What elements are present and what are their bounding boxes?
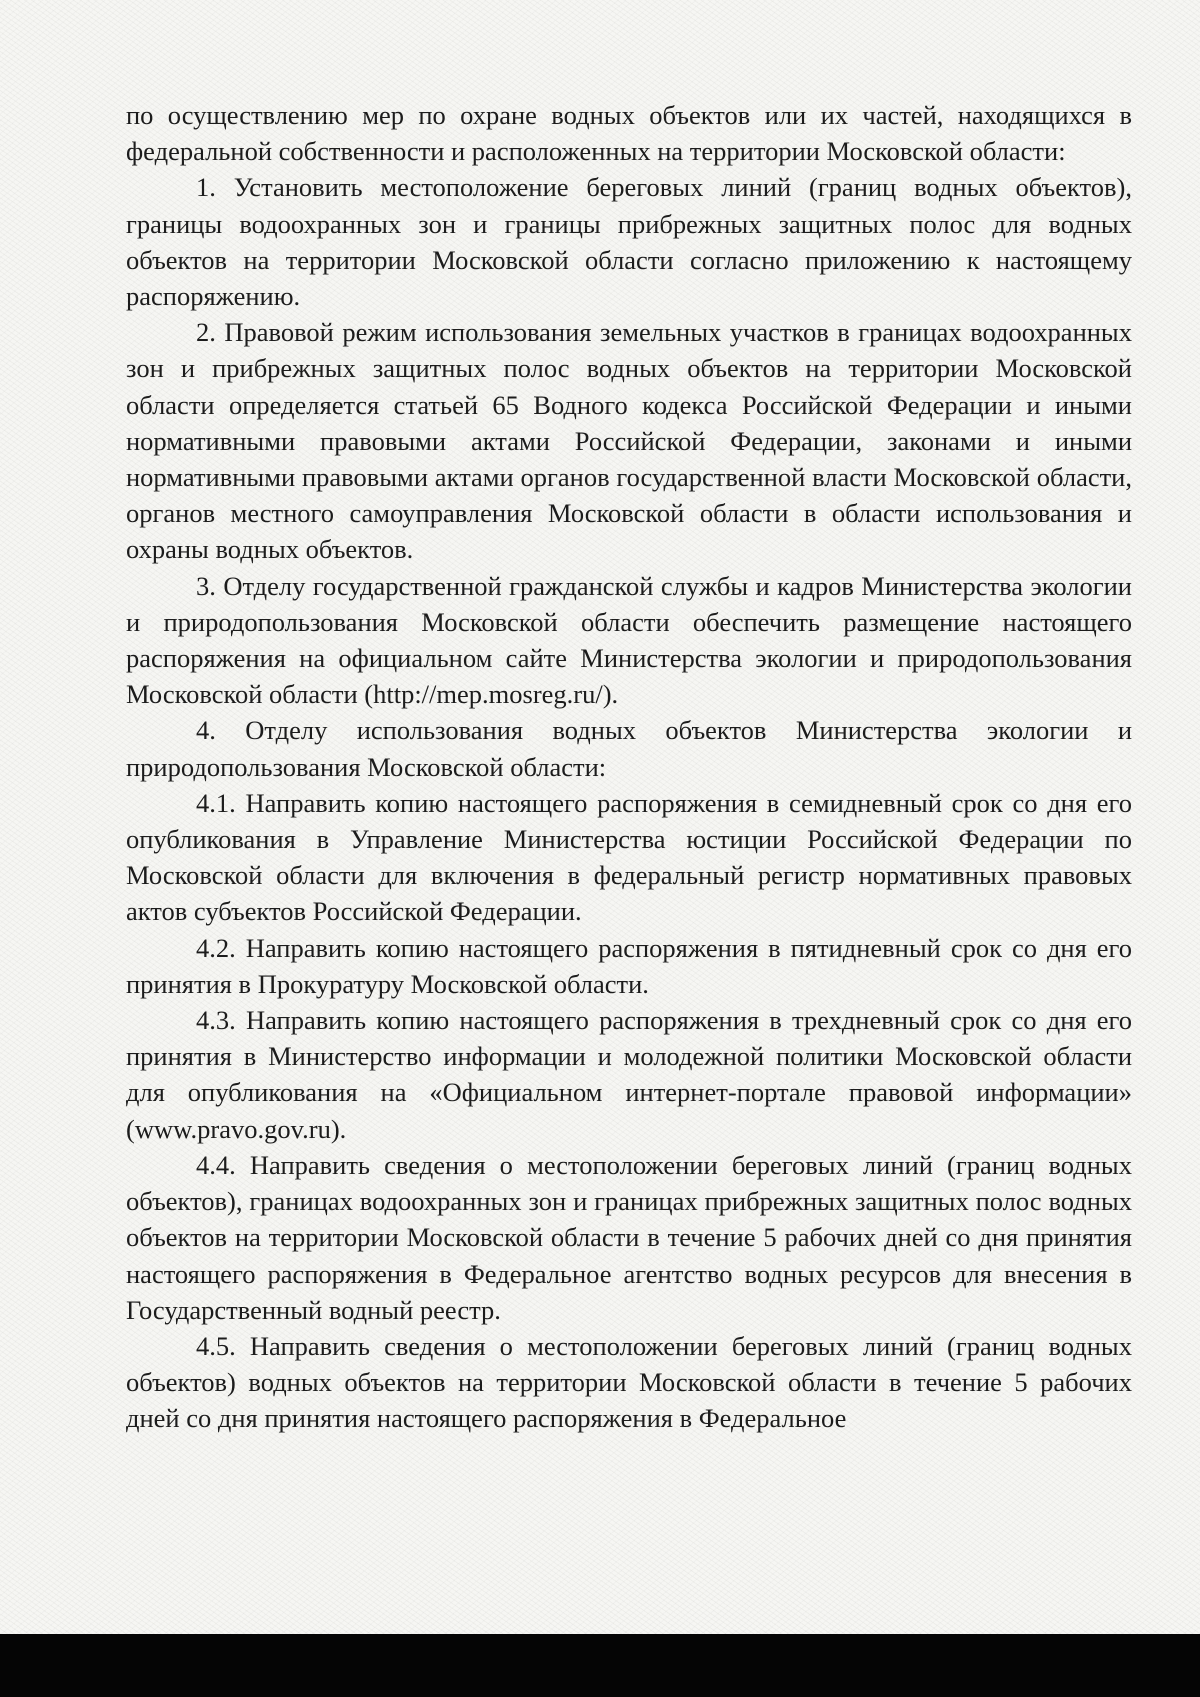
- paragraph-4-1: 4.1. Направить копию настоящего распоряжения в семидневный срок со дня его опубликования в Управление Министерства юстиции Российской Федерации по Московской области для включения в федеральный регистр нормативных правовых актов субъектов Российской Федерации.: [126, 787, 1132, 927]
- paragraph-4-2: 4.2. Направить копию настоящего распоряжения в пятидневный срок со дня его принятия в Прокуратуру Московской области.: [126, 932, 1132, 999]
- paragraph-4-5: 4.5. Направить сведения о местоположении береговых линий (границ водных объектов) водных объектов на территории Московской области в течение 5 рабочих дней со дня принятия настоящего распоряжения в Федеральное: [126, 1330, 1132, 1434]
- paragraph-3: 3. Отделу государственной гражданской службы и кадров Министерства экологии и природопользования Московской области обеспечить размещение настоящего распоряжения на официальном сайте Министерства экологии и природопользования Московской области (http://mep.mosreg.ru/).: [126, 570, 1132, 710]
- paragraph-2: 2. Правовой режим использования земельных участков в границах водоохранных зон и прибрежных защитных полос водных объектов на территории Московской области определяется статьей 65 Водного кодекса Российской Федерации и иными нормативными правовыми актами Российской Федерации, законами и иными нормативными правовыми актами органов государственной власти Московской области, органов местного самоуправления Московской области в области использования и охраны водных объектов.: [126, 317, 1132, 565]
- paragraph-4-4: 4.4. Направить сведения о местоположении береговых линий (границ водных объектов), границах водоохранных зон и границах прибрежных защитных полос водных объектов на территории Московской области в течение 5 рабочих дней со дня принятия настоящего распоряжения в Федеральное агентство водных ресурсов для внесения в Государственный водный реестр.: [126, 1149, 1132, 1325]
- paragraph-4-3: 4.3. Направить копию настоящего распоряжения в трехдневный срок со дня его принятия в Министерство информации и молодежной политики Московской области для опубликования на «Официальном интернет-портале правовой информации» (www.pravo.gov.ru).: [126, 1005, 1132, 1144]
- paragraph-4: 4. Отделу использования водных объектов Министерства экологии и природопользования Московской области:: [126, 715, 1132, 782]
- scan-border-bar: [0, 1634, 1200, 1697]
- document-body: [126, 97, 1132, 1437]
- paragraph-intro: по осуществлению мер по охране водных объектов или их частей, находящихся в федеральной собственности и расположенных на территории Московской области:: [126, 100, 1132, 167]
- paragraph-1: 1. Установить местоположение береговых линий (границ водных объектов), границы водоохранных зон и границы прибрежных защитных полос для водных объектов на территории Московской области согласно приложению к настоящему распоряжению.: [126, 172, 1132, 312]
